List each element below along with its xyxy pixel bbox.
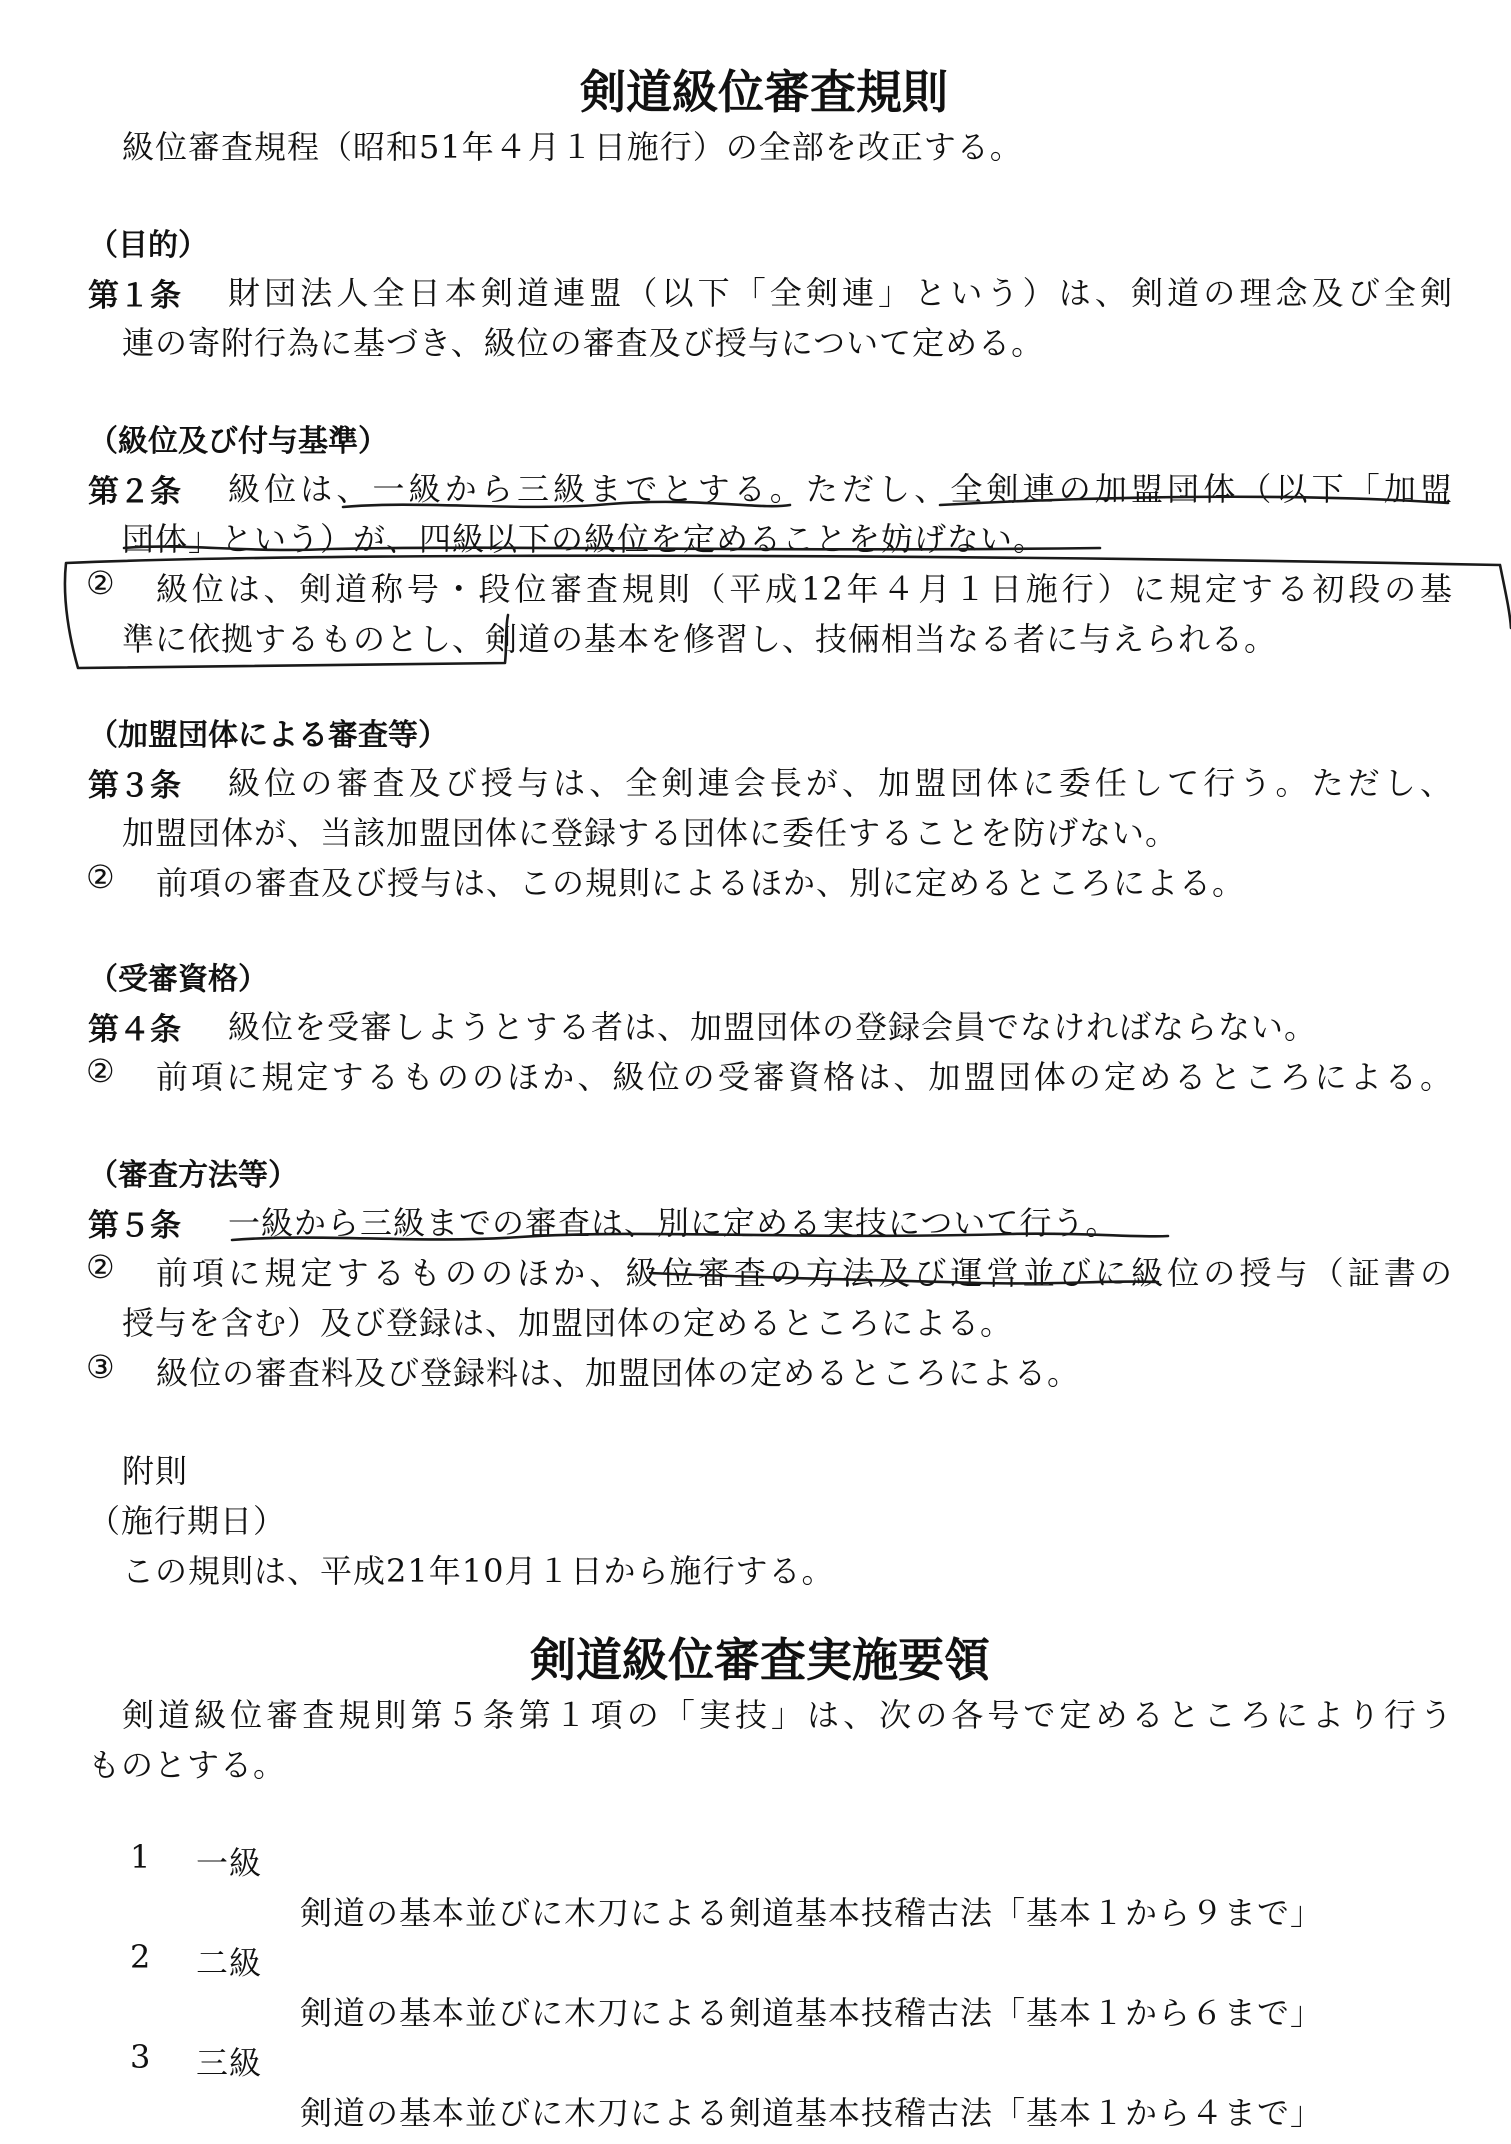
bracket-article-2-item-2 bbox=[65, 556, 1511, 668]
article-3-item-2-line-1: 前項の審査及び授与は、この規則によるほか、別に定めるところによる。 bbox=[156, 864, 1246, 902]
article-5-number: 第５条 bbox=[88, 1208, 181, 1244]
grade-3-name: 三級 bbox=[196, 2044, 263, 2082]
article-4-line-1: 級位を受審しようとする者は、加盟団体の登録会員でなければならない。 bbox=[228, 1008, 1318, 1046]
article-1-line-1: 財団法人全日本剣道連盟（以下「全剣連」という）は、剣道の理念及び全剣 bbox=[228, 274, 1453, 312]
guidelines-title: 剣道級位審査実施要領 bbox=[530, 1633, 990, 1687]
article-2-item-2-mark: ② bbox=[86, 564, 116, 602]
grade-1-name: 一級 bbox=[196, 1844, 263, 1882]
rules-preamble: 級位審査規程（昭和51年４月１日施行）の全部を改正する。 bbox=[122, 128, 1023, 166]
grade-3-content: 剣道の基本並びに木刀による剣道基本技稽古法「基本１から４まで」 bbox=[300, 2094, 1324, 2132]
article-2-item-2-line-2: 準に依拠するものとし、剣道の基本を修習し、技倆相当なる者に与えられる。 bbox=[122, 620, 1278, 658]
article-1-line-2: 連の寄附行為に基づき、級位の審査及び授与について定める。 bbox=[122, 324, 1045, 362]
strike-article-5-item-2 bbox=[650, 1273, 1158, 1283]
article-2-number: 第２条 bbox=[88, 474, 181, 510]
article-1-heading: （目的） bbox=[88, 228, 208, 263]
grade-2-name: 二級 bbox=[196, 1944, 263, 1982]
article-5-line-1: 一級から三級までの審査は、別に定める実技について行う。 bbox=[228, 1204, 1119, 1242]
article-3-heading: （加盟団体による審査等） bbox=[88, 718, 448, 753]
article-1-number: 第１条 bbox=[88, 278, 181, 314]
article-4-item-2-mark: ② bbox=[86, 1052, 116, 1090]
article-2-line-2: 団体」という）が、四級以下の級位を定めることを妨げない。 bbox=[122, 520, 1047, 558]
arc-article-2-line-1 bbox=[940, 497, 1448, 505]
article-5-item-3-mark: ③ bbox=[86, 1348, 116, 1386]
guidelines-intro-line-2: ものとする。 bbox=[88, 1746, 287, 1784]
supplementary-text: この規則は、平成21年10月１日から施行する。 bbox=[122, 1552, 835, 1590]
article-2-heading: （級位及び付与基準） bbox=[88, 424, 388, 459]
article-3-item-2-mark: ② bbox=[86, 858, 116, 896]
article-3-number: 第３条 bbox=[88, 768, 181, 804]
guidelines-intro-line-1: 剣道級位審査規則第５条第１項の「実技」は、次の各号で定めるところにより行う bbox=[122, 1696, 1453, 1734]
article-5-item-3-line-1: 級位の審査料及び登録料は、加盟団体の定めるところによる。 bbox=[156, 1354, 1081, 1392]
article-3-line-1: 級位の審査及び授与は、全剣連会長が、加盟団体に委任して行う。ただし、 bbox=[228, 764, 1453, 802]
grade-2-content: 剣道の基本並びに木刀による剣道基本技稽古法「基本１から６まで」 bbox=[300, 1994, 1324, 2032]
grade-3-number: 3 bbox=[130, 2038, 152, 2076]
underline-article-5-line-1 bbox=[232, 1234, 1168, 1240]
grade-1-number: 1 bbox=[130, 1838, 152, 1876]
grade-2-number: 2 bbox=[130, 1938, 152, 1976]
underline-article-2-line-2 bbox=[124, 547, 1100, 550]
article-2-line-1: 級位は、一級から三級までとする。ただし、全剣連の加盟団体（以下「加盟 bbox=[228, 470, 1453, 508]
article-5-item-2-line-1: 前項に規定するもののほか、級位審査の方法及び運営並びに級位の授与（証書の bbox=[156, 1254, 1453, 1292]
article-3-line-2: 加盟団体が、当該加盟団体に登録する団体に委任することを防げない。 bbox=[122, 814, 1179, 852]
grade-1-content: 剣道の基本並びに木刀による剣道基本技稽古法「基本１から９まで」 bbox=[300, 1894, 1324, 1932]
supplementary-label: 附則 bbox=[122, 1452, 189, 1490]
supplementary-heading: （施行期日） bbox=[88, 1502, 287, 1540]
underline-article-2-line-1 bbox=[343, 502, 790, 507]
article-5-item-2-line-2: 授与を含む）及び登録は、加盟団体の定めるところによる。 bbox=[122, 1304, 1014, 1342]
article-5-heading: （審査方法等） bbox=[88, 1158, 298, 1193]
article-2-item-2-line-1: 級位は、剣道称号・段位審査規則（平成12年４月１日施行）に規定する初段の基 bbox=[156, 570, 1453, 608]
article-4-heading: （受審資格） bbox=[88, 962, 268, 997]
rules-title: 剣道級位審査規則 bbox=[580, 65, 948, 119]
article-4-item-2-line-1: 前項に規定するもののほか、級位の受審資格は、加盟団体の定めるところによる。 bbox=[156, 1058, 1453, 1096]
article-5-item-2-mark: ② bbox=[86, 1248, 116, 1286]
article-4-number: 第４条 bbox=[88, 1012, 181, 1048]
